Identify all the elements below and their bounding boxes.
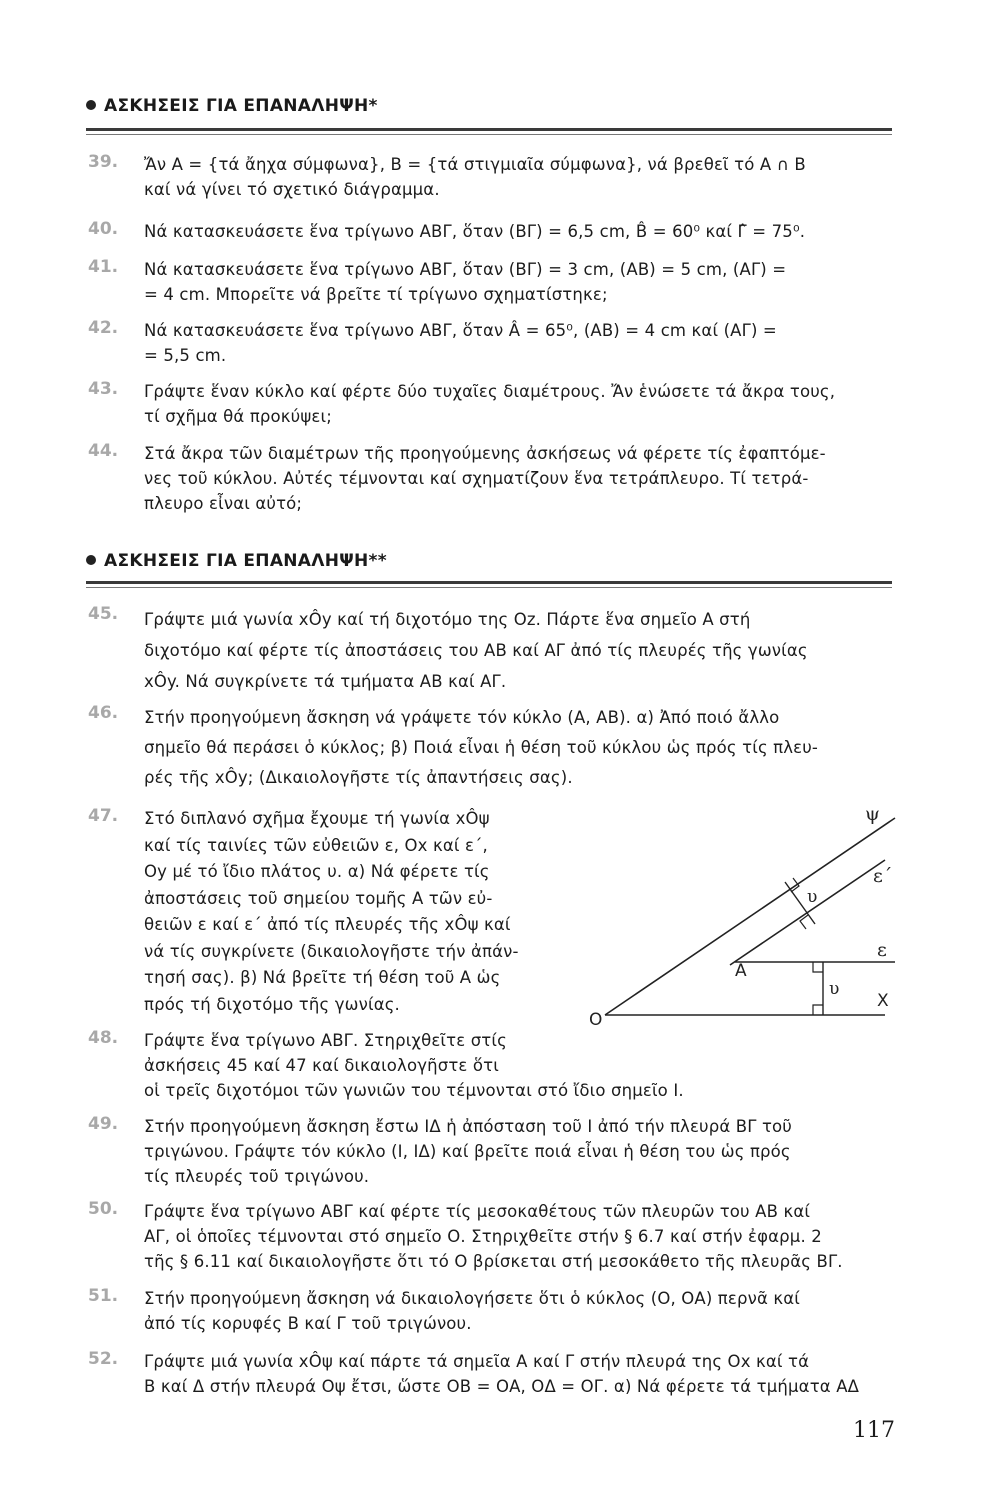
exercise-line: τριγώνου. Γράψτε τόν κύκλο (Ι, ΙΔ) καί βρεῖτε ποιά εἶναι ἡ θέση του ὡς πρός [144, 1142, 791, 1161]
label-epsilon: ε [877, 939, 887, 961]
exercise-line: ἀσκήσεις 45 καί 47 καί δικαιολογῆστε ὅτι [144, 1056, 499, 1075]
exercise-line: πρός τή διχοτόμο τῆς γωνίας. [144, 994, 400, 1014]
exercise-line: νες τοῦ κύκλου. Αὐτές τέμνονται καί σχηματίζουν ἕνα τετράπλευρο. Τί τετρά- [144, 469, 809, 488]
label-psi: ψ [865, 803, 880, 825]
exercise-line: Νά κατασκευάσετε ἕνα τρίγωνο ΑΒΓ, ὅταν (ΒΓ) = 6,5 cm, B̂ = 60⁰ καί Γ̂ = 75⁰. [144, 222, 806, 241]
exercise-46 [88, 703, 894, 793]
exercise-number: 39. [88, 152, 119, 172]
section-rule-thin [86, 134, 892, 135]
exercise-line: Νά κατασκευάσετε ἕνα τρίγωνο ΑΒΓ, ὅταν (ΒΓ) = 3 cm, (ΑΒ) = 5 cm, (ΑΓ) = [144, 260, 787, 279]
section-rule [86, 581, 892, 584]
exercise-line: θειῶν ε καί ε΄ ἀπό τίς πλευρές τῆς xÔψ καί [144, 915, 511, 934]
section-title: ΑΣΚΗΣΕΙΣ ΓΙΑ ΕΠΑΝΑΛΗΨΗ** [104, 551, 387, 571]
exercise-40 [88, 219, 894, 244]
bullet-dot-icon [86, 555, 96, 565]
exercise-line: ρές τῆς xÔy; (Δικαιολογῆστε τίς ἀπαντήσεις σας). [144, 768, 573, 787]
section-title: ΑΣΚΗΣΕΙΣ ΓΙΑ ΕΠΑΝΑΛΗΨΗ* [104, 96, 378, 116]
exercise-number: 51. [88, 1286, 119, 1306]
exercise-number: 41. [88, 257, 119, 277]
exercise-line: xÔy. Νά συγκρίνετε τά τμήματα ΑΒ καί ΑΓ. [144, 672, 507, 691]
exercise-number: 45. [88, 604, 119, 624]
page-number: 117 [853, 1418, 895, 1443]
exercise-line: τίς πλευρές τοῦ τριγώνου. [144, 1167, 370, 1186]
label-epsilon-prime: ε΄ [873, 865, 893, 887]
exercise-49 [88, 1114, 894, 1189]
exercise-line: = 5,5 cm. [144, 346, 227, 365]
exercise-line: διχοτόμο καί φέρτε τίς ἀποστάσεις του ΑΒ καί ΑΓ ἀπό τίς πλευρές τῆς γωνίας [144, 641, 808, 660]
exercise-52 [88, 1349, 894, 1399]
section-rule-thin [86, 587, 892, 588]
angle-figure [585, 790, 905, 1030]
exercise-line: τί σχῆμα θά προκύψει; [144, 407, 332, 426]
label-x: X [877, 991, 889, 1011]
exercise-number: 40. [88, 219, 119, 239]
exercise-42 [88, 318, 894, 368]
section-heading-review-1 [86, 96, 378, 116]
exercise-number: 52. [88, 1349, 119, 1369]
exercise-41 [88, 257, 894, 307]
exercise-number: 49. [88, 1114, 119, 1134]
exercise-line: Β καί Δ στήν πλευρά Οψ ἔτσι, ὥστε ΟΒ = ΟΑ, ΟΔ = ΟΓ. α) Νά φέρετε τά τμήματα ΑΔ [144, 1377, 860, 1396]
exercise-47 [88, 806, 568, 1018]
exercise-48 [88, 1028, 894, 1103]
exercise-line: Γράψτε μιά γωνία xÔψ καί πάρτε τά σημεῖα Α καί Γ στήν πλευρά της Οx καί τά [144, 1352, 810, 1371]
exercise-line: Οy μέ τό ἴδιο πλάτος υ. α) Νά φέρετε τίς [144, 862, 490, 881]
exercise-number: 46. [88, 703, 119, 723]
right-angle-mark [813, 962, 823, 972]
exercise-line: Στά ἄκρα τῶν διαμέτρων τῆς προηγούμενης ἀσκήσεως νά φέρετε τίς ἐφαπτόμε- [144, 444, 826, 463]
exercise-44 [88, 441, 894, 516]
exercise-line: Στήν προηγούμενη ἄσκηση νά δικαιολογήσετε ὅτι ὁ κύκλος (Ο, ΟΑ) περνᾶ καί [144, 1289, 801, 1308]
exercise-line: Στήν προηγούμενη ἄσκηση ἔστω ΙΔ ἡ ἀπόσταση τοῦ Ι ἀπό τήν πλευρά ΒΓ τοῦ [144, 1117, 792, 1136]
exercise-line: νά τίς συγκρίνετε (δικαιολογῆστε τήν ἀπάν- [144, 941, 519, 961]
exercise-number: 42. [88, 318, 119, 338]
exercise-line: τῆς § 6.11 καί δικαιολογῆστε ὅτι τό Ο βρίσκεται στή μεσοκάθετο τῆς πλευρᾶς ΒΓ. [144, 1252, 843, 1271]
exercise-number: 43. [88, 379, 119, 399]
exercise-43 [88, 379, 894, 429]
exercise-line: σημεῖο θά περάσει ὁ κύκλος; β) Ποιά εἶναι ἡ θέση τοῦ κύκλου ὡς πρός τίς πλευ- [144, 738, 819, 757]
exercise-number: 47. [88, 806, 119, 826]
exercise-line: πλευρο εἶναι αὐτό; [144, 494, 303, 513]
exercise-line: ΑΓ, οἱ ὁποῖες τέμνονται στό σημεῖο Ο. Στηριχθεῖτε στήν § 6.7 καί στήν ἐφαρμ. 2 [144, 1227, 822, 1246]
exercise-line: καί νά γίνει τό σχετικό διάγραμμα. [144, 180, 440, 199]
label-upsilon: υ [829, 979, 840, 999]
exercise-number: 44. [88, 441, 119, 461]
exercise-line: οἱ τρεῖς διχοτόμοι τῶν γωνιῶν του τέμνονται στό ἴδιο σημεῖο Ι. [144, 1081, 684, 1100]
exercise-number: 48. [88, 1028, 119, 1048]
exercise-line: Γράψτε μιά γωνία xÔy καί τή διχοτόμο της Oz. Πάρτε ἕνα σημεῖο Α στή [144, 610, 751, 629]
exercise-line: ἀπό τίς κορυφές Β καί Γ τοῦ τριγώνου. [144, 1314, 472, 1333]
opsi-line [605, 818, 895, 1015]
exercise-number: 50. [88, 1199, 119, 1219]
exercise-51 [88, 1286, 894, 1336]
section-rule [86, 128, 892, 131]
exercise-39 [88, 152, 894, 202]
exercise-line: Γράψτε ἕναν κύκλο καί φέρτε δύο τυχαῖες διαμέτρους. Ἄν ἑνώσετε τά ἄκρα τους, [144, 382, 836, 401]
exercise-line: Γράψτε ἕνα τρίγωνο ΑΒΓ. Στηριχθεῖτε στίς [144, 1031, 507, 1050]
exercise-line: Ἄν Α = {τά ἄηχα σύμφωνα}, Β = {τά στιγμιαῖα σύμφωνα}, νά βρεθεῖ τό Α ∩ Β [144, 155, 806, 174]
exercise-line: καί τίς ταινίες τῶν εὐθειῶν ε, Οx καί ε΄, [144, 835, 488, 855]
exercise-45 [88, 604, 894, 697]
exercise-line: Γράψτε ἕνα τρίγωνο ΑΒΓ καί φέρτε τίς μεσοκαθέτους τῶν πλευρῶν του ΑΒ καί [144, 1202, 811, 1221]
label-a: A [735, 961, 747, 981]
label-upsilon: υ [807, 887, 818, 907]
exercise-line: Στό διπλανό σχῆμα ἔχουμε τή γωνία xÔψ [144, 809, 490, 828]
section-heading-review-2 [86, 551, 387, 571]
exercise-line: Νά κατασκευάσετε ἕνα τρίγωνο ΑΒΓ, ὅταν Â = 65⁰, (ΑΒ) = 4 cm καί (ΑΓ) = [144, 321, 777, 340]
exercise-line: ἀποστάσεις τοῦ σημείου τομῆς Α τῶν εὐ- [144, 888, 493, 908]
exercise-line: τησή σας). β) Νά βρεῖτε τή θέση τοῦ Α ὡς [144, 968, 501, 987]
right-angle-mark [813, 1005, 823, 1015]
exercise-line: Στήν προηγούμενη ἄσκηση νά γράψετε τόν κύκλο (Α, ΑΒ). α) Ἀπό ποιό ἄλλο [144, 708, 780, 727]
label-o: O [589, 1010, 603, 1030]
bullet-dot-icon [86, 100, 96, 110]
exercise-50 [88, 1199, 894, 1274]
exercise-line: = 4 cm. Μπορεῖτε νά βρεῖτε τί τρίγωνο σχηματίστηκε; [144, 285, 608, 304]
